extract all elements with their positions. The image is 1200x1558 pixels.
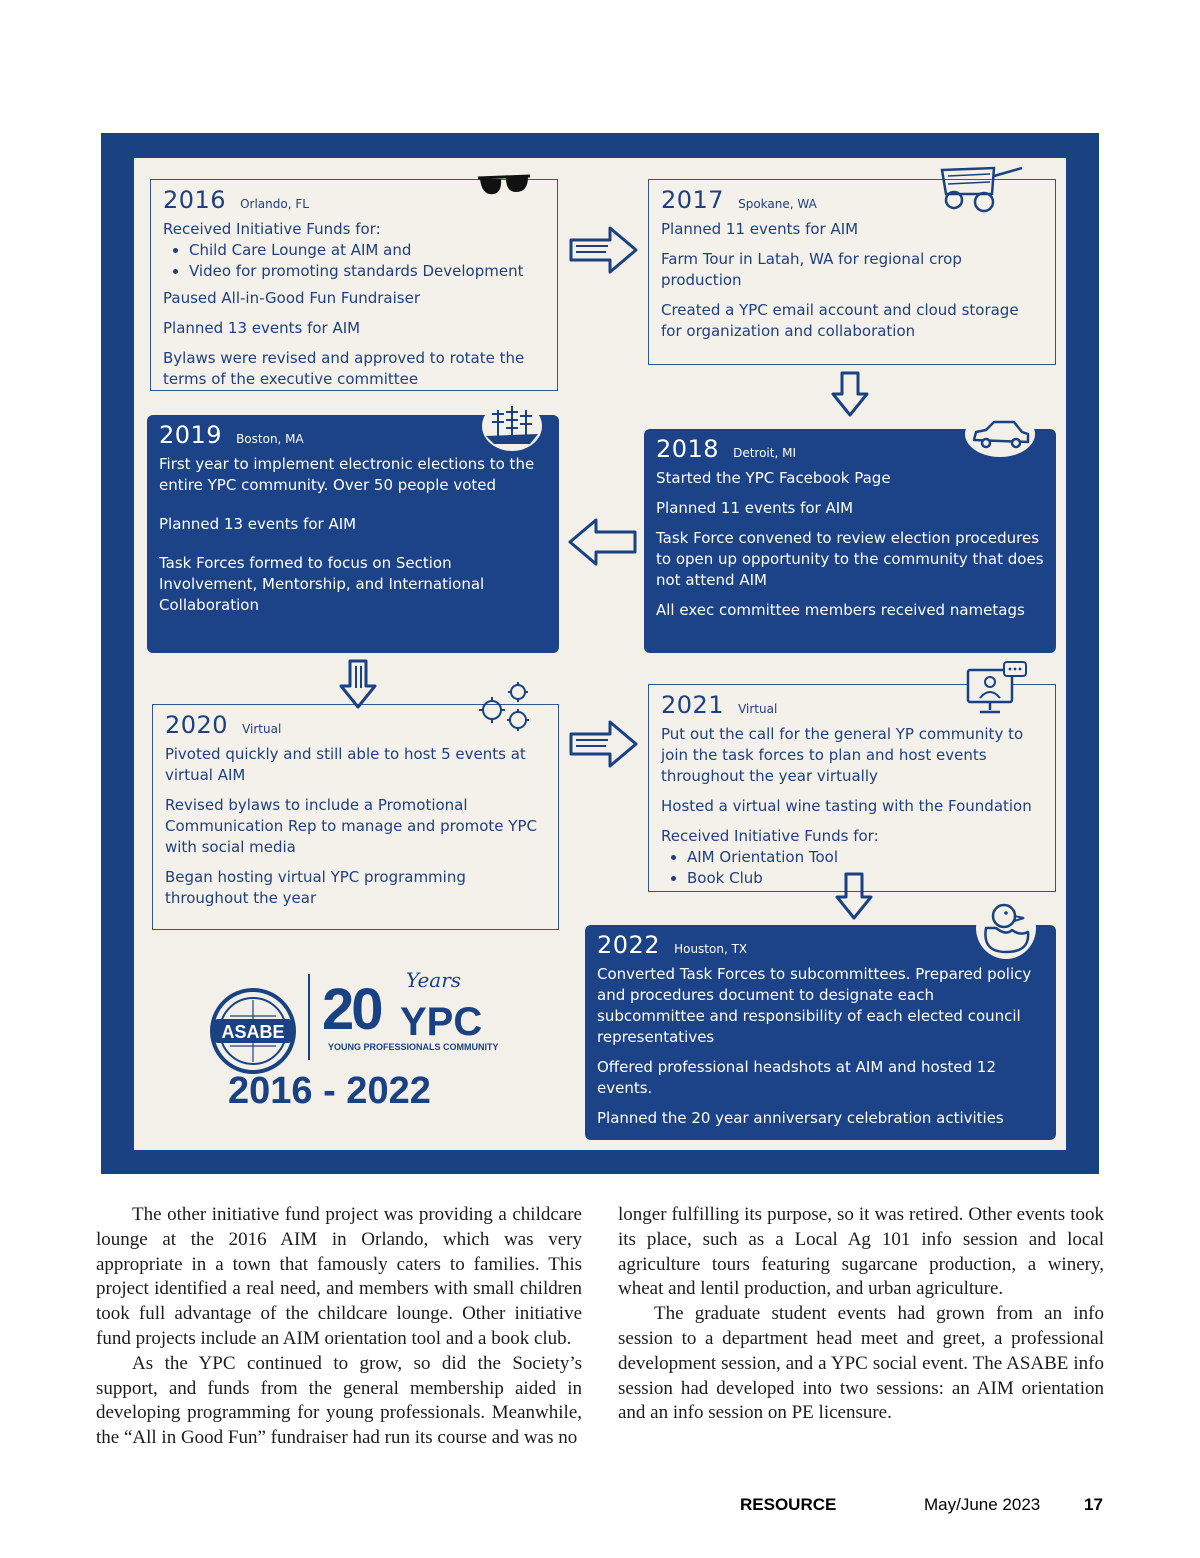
sunglasses-icon	[476, 172, 532, 200]
card-bullets	[163, 240, 545, 282]
card-item: Task Forces formed to focus on Section Involvement, Mentorship, and International Collaboration	[159, 554, 485, 614]
card-year: 2021	[661, 691, 725, 719]
ship-icon	[480, 400, 544, 452]
card-location: Detroit, MI	[733, 446, 796, 460]
logo-subtitle: YOUNG PROFESSIONALS COMMUNITY	[328, 1042, 499, 1052]
arrow-right-icon	[568, 718, 640, 770]
asabe-logo	[210, 988, 296, 1074]
card-year: 2017	[661, 186, 725, 214]
card-bullet: • Video for promoting standards Development	[189, 261, 545, 282]
card-item: Planned 13 events for AIM	[159, 515, 357, 533]
logo-big-number: 20	[322, 977, 381, 1042]
card-bullet: • Book Club	[687, 868, 1043, 889]
card-location: Spokane, WA	[738, 197, 817, 211]
virus-icon	[472, 678, 538, 734]
arrow-down-icon	[834, 871, 874, 921]
arrow-down-icon	[338, 658, 378, 710]
card-item: Received Initiative Funds for:	[163, 220, 381, 238]
card-item: Converted Task Forces to subcommittees. Prepared policy and procedures document to designate each subcommittee and responsibility of each elected council representatives	[597, 965, 1032, 1046]
logo-divider	[308, 974, 310, 1060]
card-bullet: • Child Care Lounge at AIM and	[189, 240, 545, 261]
arrow-left-icon	[566, 516, 638, 568]
card-item: Task Force convened to review election procedures to open up opportunity to the community that does not attend AIM	[656, 529, 1044, 589]
ypc-timeline-infographic	[101, 133, 1099, 1174]
footer-date: May/June 2023	[924, 1495, 1041, 1514]
article-left-column	[96, 1203, 582, 1451]
card-item: Planned 13 events for AIM	[163, 319, 361, 337]
footer-publication: RESOURCE	[740, 1495, 837, 1514]
card-item: Revised bylaws to include a Promotional Communication Rep to manage and promote YPC with social media	[165, 796, 537, 856]
card-item: First year to implement electronic elections to the entire YPC community. Over 50 people voted	[159, 455, 535, 494]
timeline-card-2016	[150, 179, 558, 391]
card-location: Virtual	[738, 702, 778, 716]
article-right-column	[618, 1203, 1104, 1426]
article-paragraph: The graduate student events had grown from an info session to a department head meet and greet, a professional development session, and a YPC social event. The ASABE info session had developed into two sessions: an AIM orientation and an info session on PE licensure.	[618, 1303, 1104, 1424]
card-item: Created a YPC email account and cloud storage for organization and collaboration	[661, 301, 1019, 340]
card-item: Put out the call for the general YP community to join the task forces to plan and host events throughout the year virtually	[661, 725, 1024, 785]
card-year: 2022	[597, 931, 661, 959]
infographic-panel	[134, 158, 1066, 1150]
card-year: 2018	[656, 435, 720, 463]
page-number: 17	[1084, 1495, 1103, 1514]
arrow-right-icon	[568, 224, 640, 276]
timeline-card-2020	[152, 704, 559, 930]
timeline-card-2018	[644, 429, 1056, 653]
card-item: Bylaws were revised and approved to rotate the terms of the executive committee	[163, 349, 525, 388]
card-year: 2019	[159, 421, 223, 449]
card-year: 2020	[165, 711, 229, 739]
card-item: Received Initiative Funds for:	[661, 827, 879, 845]
wagon-icon	[938, 162, 1028, 214]
computer-user-icon	[964, 660, 1028, 720]
card-item: All exec committee members received nametags	[656, 601, 1025, 619]
arrow-down-icon	[830, 370, 870, 418]
rubber-duck-icon	[976, 896, 1038, 960]
card-item: Planned 11 events for AIM	[661, 220, 859, 238]
article-paragraph: As the YPC continued to grow, so did the Society’s support, and funds from the general membership aided in developing programming for young professionals. Meanwhile, the “All in Good Fun” fundraiser had run its course and was no	[96, 1352, 582, 1449]
car-icon	[964, 410, 1036, 458]
asabe-logo-text: ASABE	[221, 1022, 285, 1042]
card-item: Paused All-in-Good Fun Fundraiser	[163, 289, 420, 307]
card-item: Farm Tour in Latah, WA for regional crop production	[661, 250, 962, 289]
card-item: Started the YPC Facebook Page	[656, 469, 891, 487]
card-year: 2016	[163, 186, 227, 214]
card-location: Houston, TX	[674, 942, 748, 956]
logo-ypc-text: YPC	[400, 1000, 483, 1044]
card-item: Planned 11 events for AIM	[656, 499, 854, 517]
card-item: Pivoted quickly and still able to host 5 events at virtual AIM	[165, 745, 526, 784]
card-location: Boston, MA	[236, 432, 304, 446]
logo-years-text: Years	[406, 968, 462, 992]
card-location: Orlando, FL	[240, 197, 309, 211]
year-range-title: 2016 - 2022	[228, 1070, 431, 1112]
article-paragraph: longer fulfilling its purpose, so it was retired. Other events took its place, such as a Local Ag 101 info session and local agriculture tours featuring sugarcane production, a winery, wheat and lentil production, and urban agriculture.	[618, 1204, 1104, 1300]
card-item: Began hosting virtual YPC programming throughout the year	[165, 868, 466, 907]
page-footer	[0, 1495, 1200, 1521]
card-item: Hosted a virtual wine tasting with the Foundation	[661, 797, 1032, 815]
card-item: Planned the 20 year anniversary celebration activities	[597, 1109, 1004, 1127]
article-paragraph: The other initiative fund project was providing a childcare lounge at the 2016 AIM in Orlando, which was very appropriate in a town that famously caters to families. This project identified a real need, and members with small children took full advantage of the childcare lounge. Other initiative fund projects include an AIM orientation tool and a book club.	[96, 1204, 582, 1349]
card-location: Virtual	[242, 722, 282, 736]
card-bullet: • AIM Orientation Tool	[687, 847, 1043, 868]
card-item: Offered professional headshots at AIM and hosted 12 events.	[597, 1058, 997, 1097]
ypc-logo-block	[210, 968, 499, 1124]
